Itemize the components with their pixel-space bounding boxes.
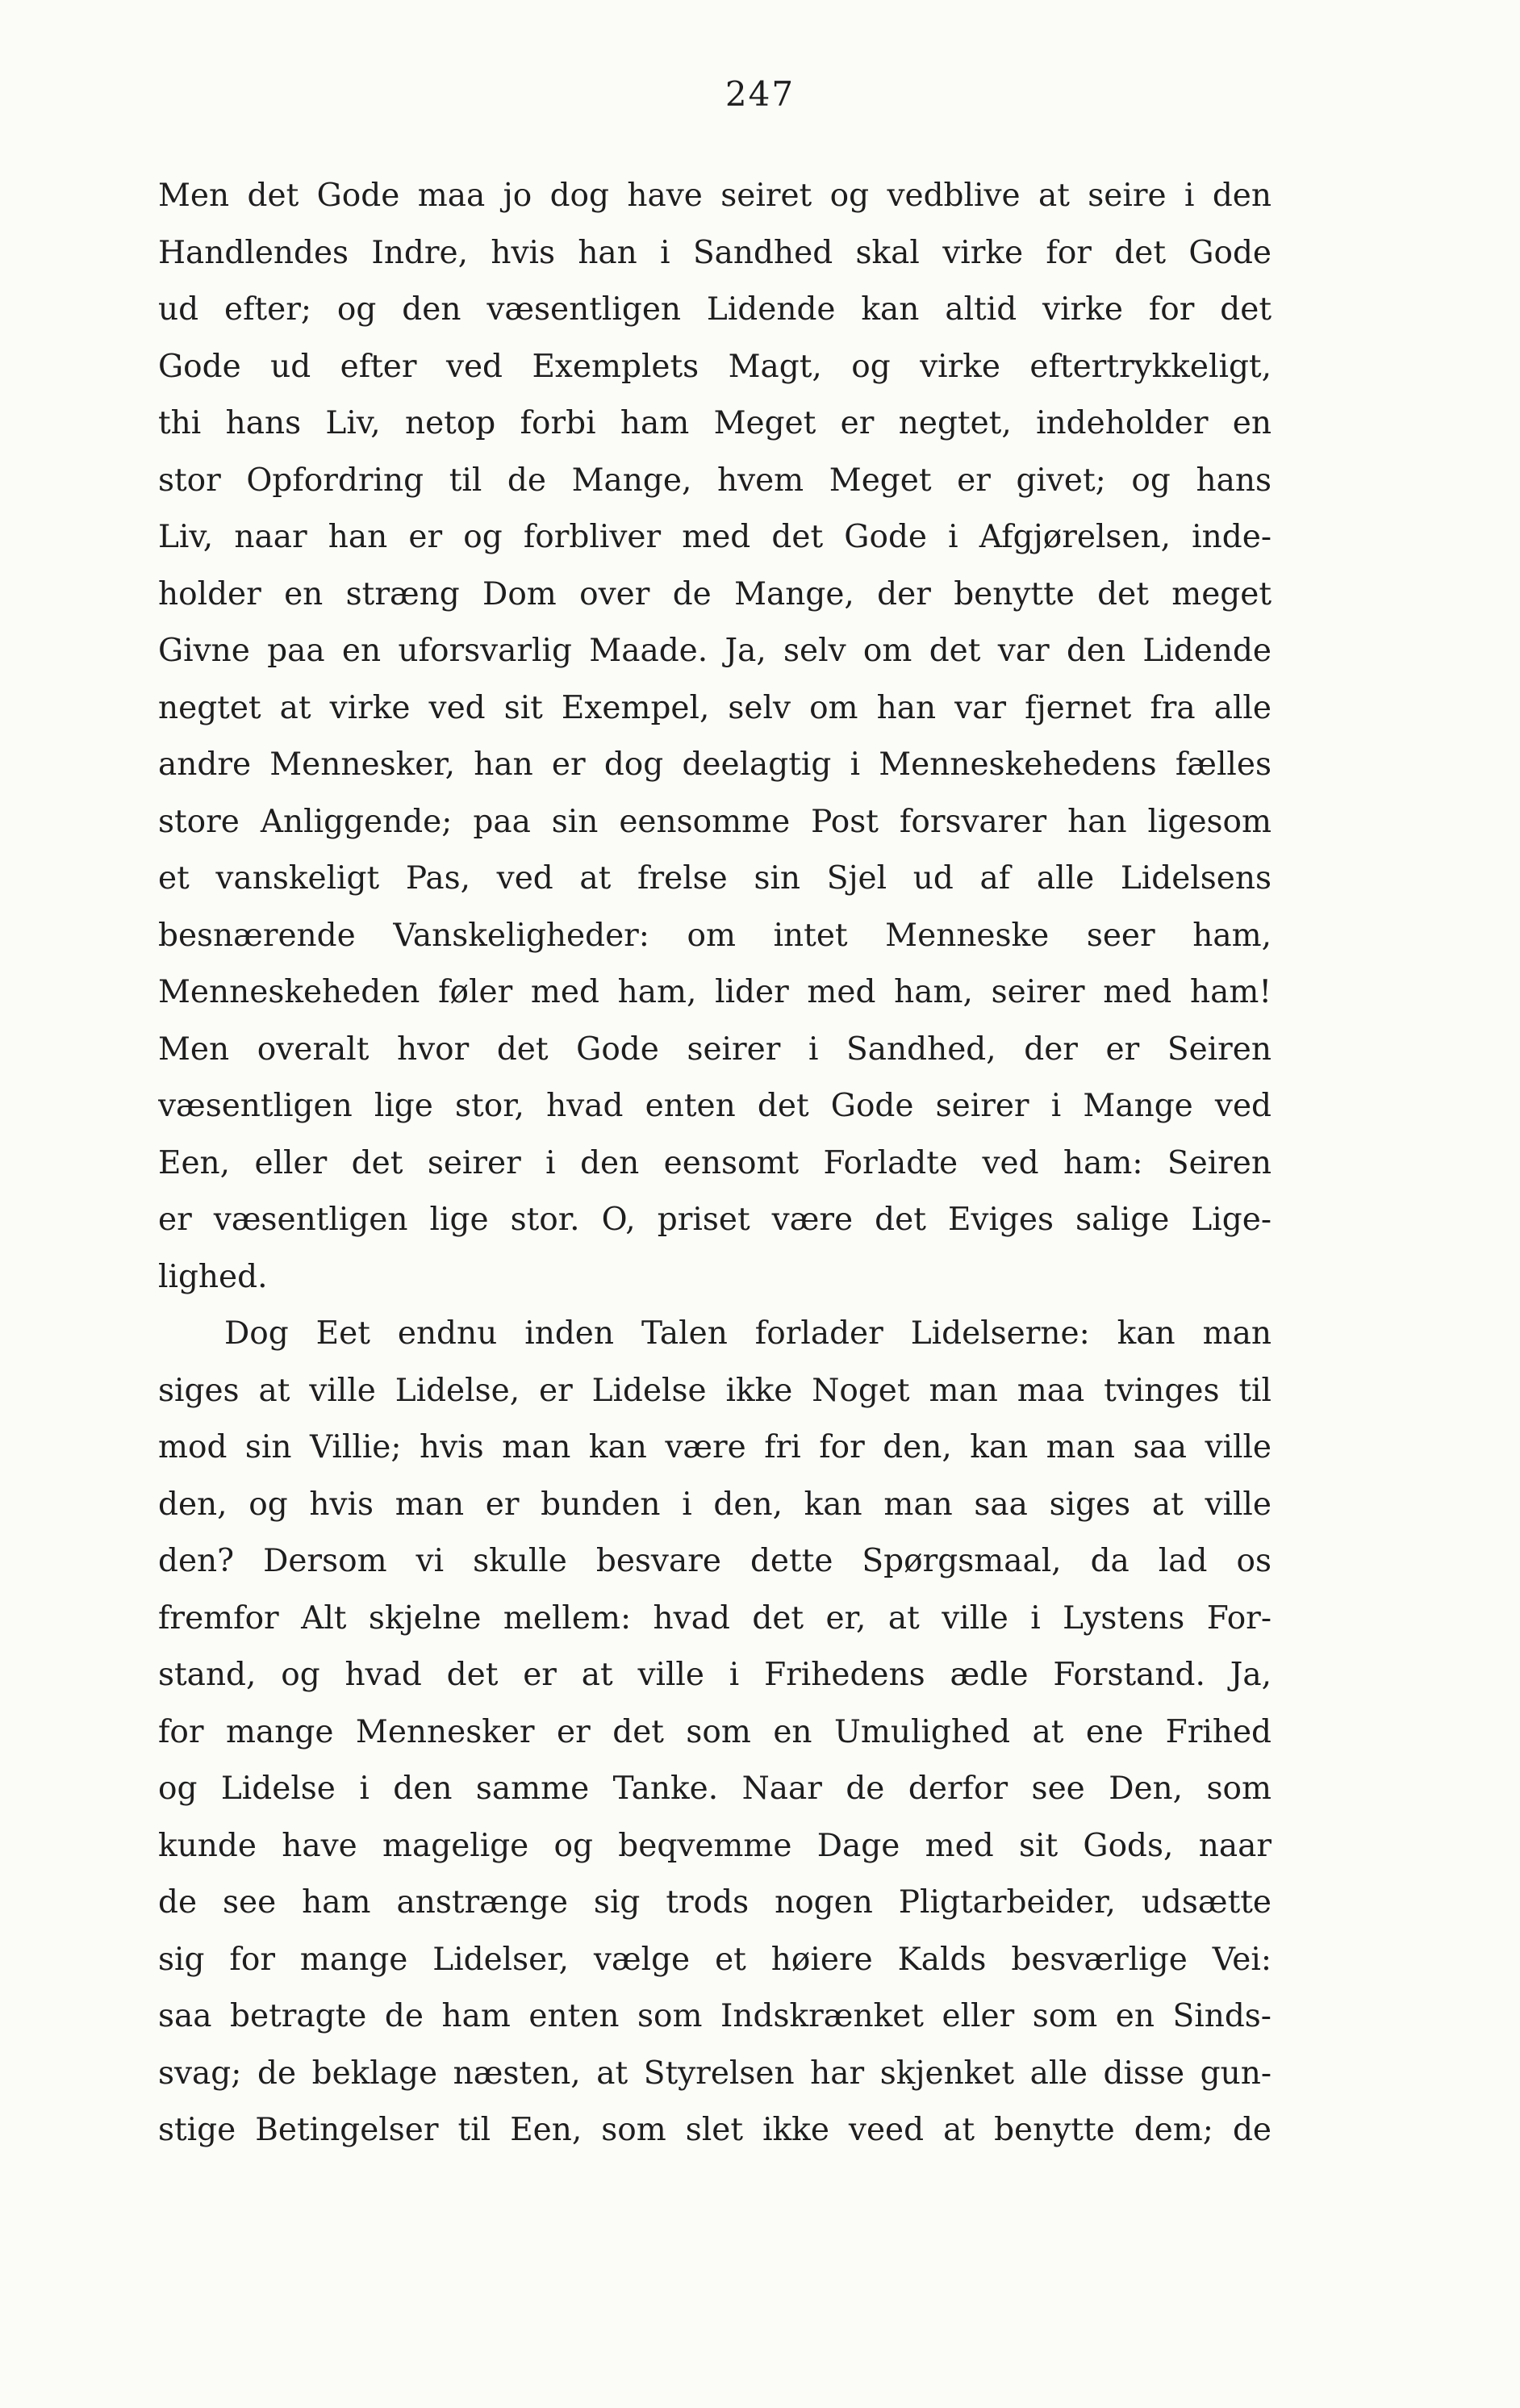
paragraph-start-line: Dog Eet endnu inden Talen forlader Lidelserne: kan man	[224, 1315, 1272, 1352]
text-line: kunde have magelige og beqvemme Dage med sit Gods, naar	[158, 1827, 1272, 1864]
text-line: lighed.	[158, 1258, 268, 1295]
text-line: ud efter; og den væsentligen Lidende kan altid virke for det	[158, 291, 1272, 328]
text-line: thi hans Liv, netop forbi ham Meget er negtet, indeholder en	[158, 405, 1272, 441]
text-line: Givne paa en uforsvarlig Maade. Ja, selv om det var den Lidende	[158, 633, 1272, 669]
body-text	[158, 168, 1272, 2159]
text-line: sig for mange Lidelser, vælge et høiere Kalds besværlige Vei:	[158, 1941, 1272, 1978]
text-line: et vanskeligt Pas, ved at frelse sin Sjel ud af alle Lidelsens	[158, 860, 1272, 897]
text-line: den, og hvis man er bunden i den, kan man saa siges at ville	[158, 1486, 1272, 1523]
text-line: Men det Gode maa jo dog have seiret og vedblive at seire i den	[158, 178, 1272, 214]
text-line: Een, eller det seirer i den eensomt Forladte ved ham: Seiren	[158, 1144, 1272, 1181]
text-line: holder en stræng Dom over de Mange, der benytte det meget	[158, 575, 1272, 612]
text-line: mod sin Villie; hvis man kan være fri for den, kan man saa ville	[158, 1429, 1272, 1465]
text-line: Gode ud efter ved Exemplets Magt, og virke eftertrykkeligt,	[158, 348, 1272, 385]
text-line: den? Dersom vi skulle besvare dette Spørgsmaal, da lad os	[158, 1543, 1272, 1579]
text-line: saa betragte de ham enten som Indskrænket eller som en Sinds-	[158, 1998, 1272, 2034]
text-line: og Lidelse i den samme Tanke. Naar de derfor see Den, som	[158, 1770, 1272, 1807]
text-line: Men overalt hvor det Gode seirer i Sandhed, der er Seiren	[158, 1031, 1272, 1068]
text-line: store Anliggende; paa sin eensomme Post forsvarer han ligesom	[158, 803, 1272, 840]
text-line: stor Opfordring til de Mange, hvem Meget er givet; og hans	[158, 462, 1272, 499]
text-line: fremfor Alt skjelne mellem: hvad det er, at ville i Lystens For-	[158, 1599, 1272, 1637]
text-line: negtet at virke ved sit Exempel, selv om han var fjernet fra alle	[158, 689, 1272, 726]
text-line: stige Betingelser til Een, som slet ikke veed at benytte dem; de	[158, 2112, 1272, 2148]
text-line: besnærende Vanskeligheder: om intet Menneske seer ham,	[158, 917, 1272, 954]
text-line: stand, og hvad det er at ville i Frihedens ædle Forstand. Ja,	[158, 1657, 1272, 1693]
text-line: er væsentligen lige stor. O, priset være det Eviges salige Lige-	[158, 1202, 1272, 1238]
text-line: svag; de beklage næsten, at Styrelsen har skjenket alle disse gun-	[158, 2055, 1272, 2092]
page-number: 247	[725, 74, 795, 114]
text-line: Liv, naar han er og forbliver med det Gode i Afgjørelsen, inde-	[158, 519, 1272, 555]
text-line: for mange Mennesker er det som en Umulighed at ene Frihed	[158, 1713, 1272, 1750]
text-line: Menneskeheden føler med ham, lider med ham, seirer med ham!	[158, 974, 1272, 1010]
text-line: de see ham anstrænge sig trods nogen Pligtarbeider, udsætte	[158, 1884, 1272, 1921]
text-line: siges at ville Lidelse, er Lidelse ikke Noget man maa tvinges til	[158, 1372, 1272, 1409]
text-line: Handlendes Indre, hvis han i Sandhed skal virke for det Gode	[158, 234, 1272, 271]
text-line: væsentligen lige stor, hvad enten det Gode seirer i Mange ved	[158, 1088, 1272, 1124]
text-line: andre Mennesker, han er dog deelagtig i Menneskehedens fælles	[158, 746, 1272, 783]
